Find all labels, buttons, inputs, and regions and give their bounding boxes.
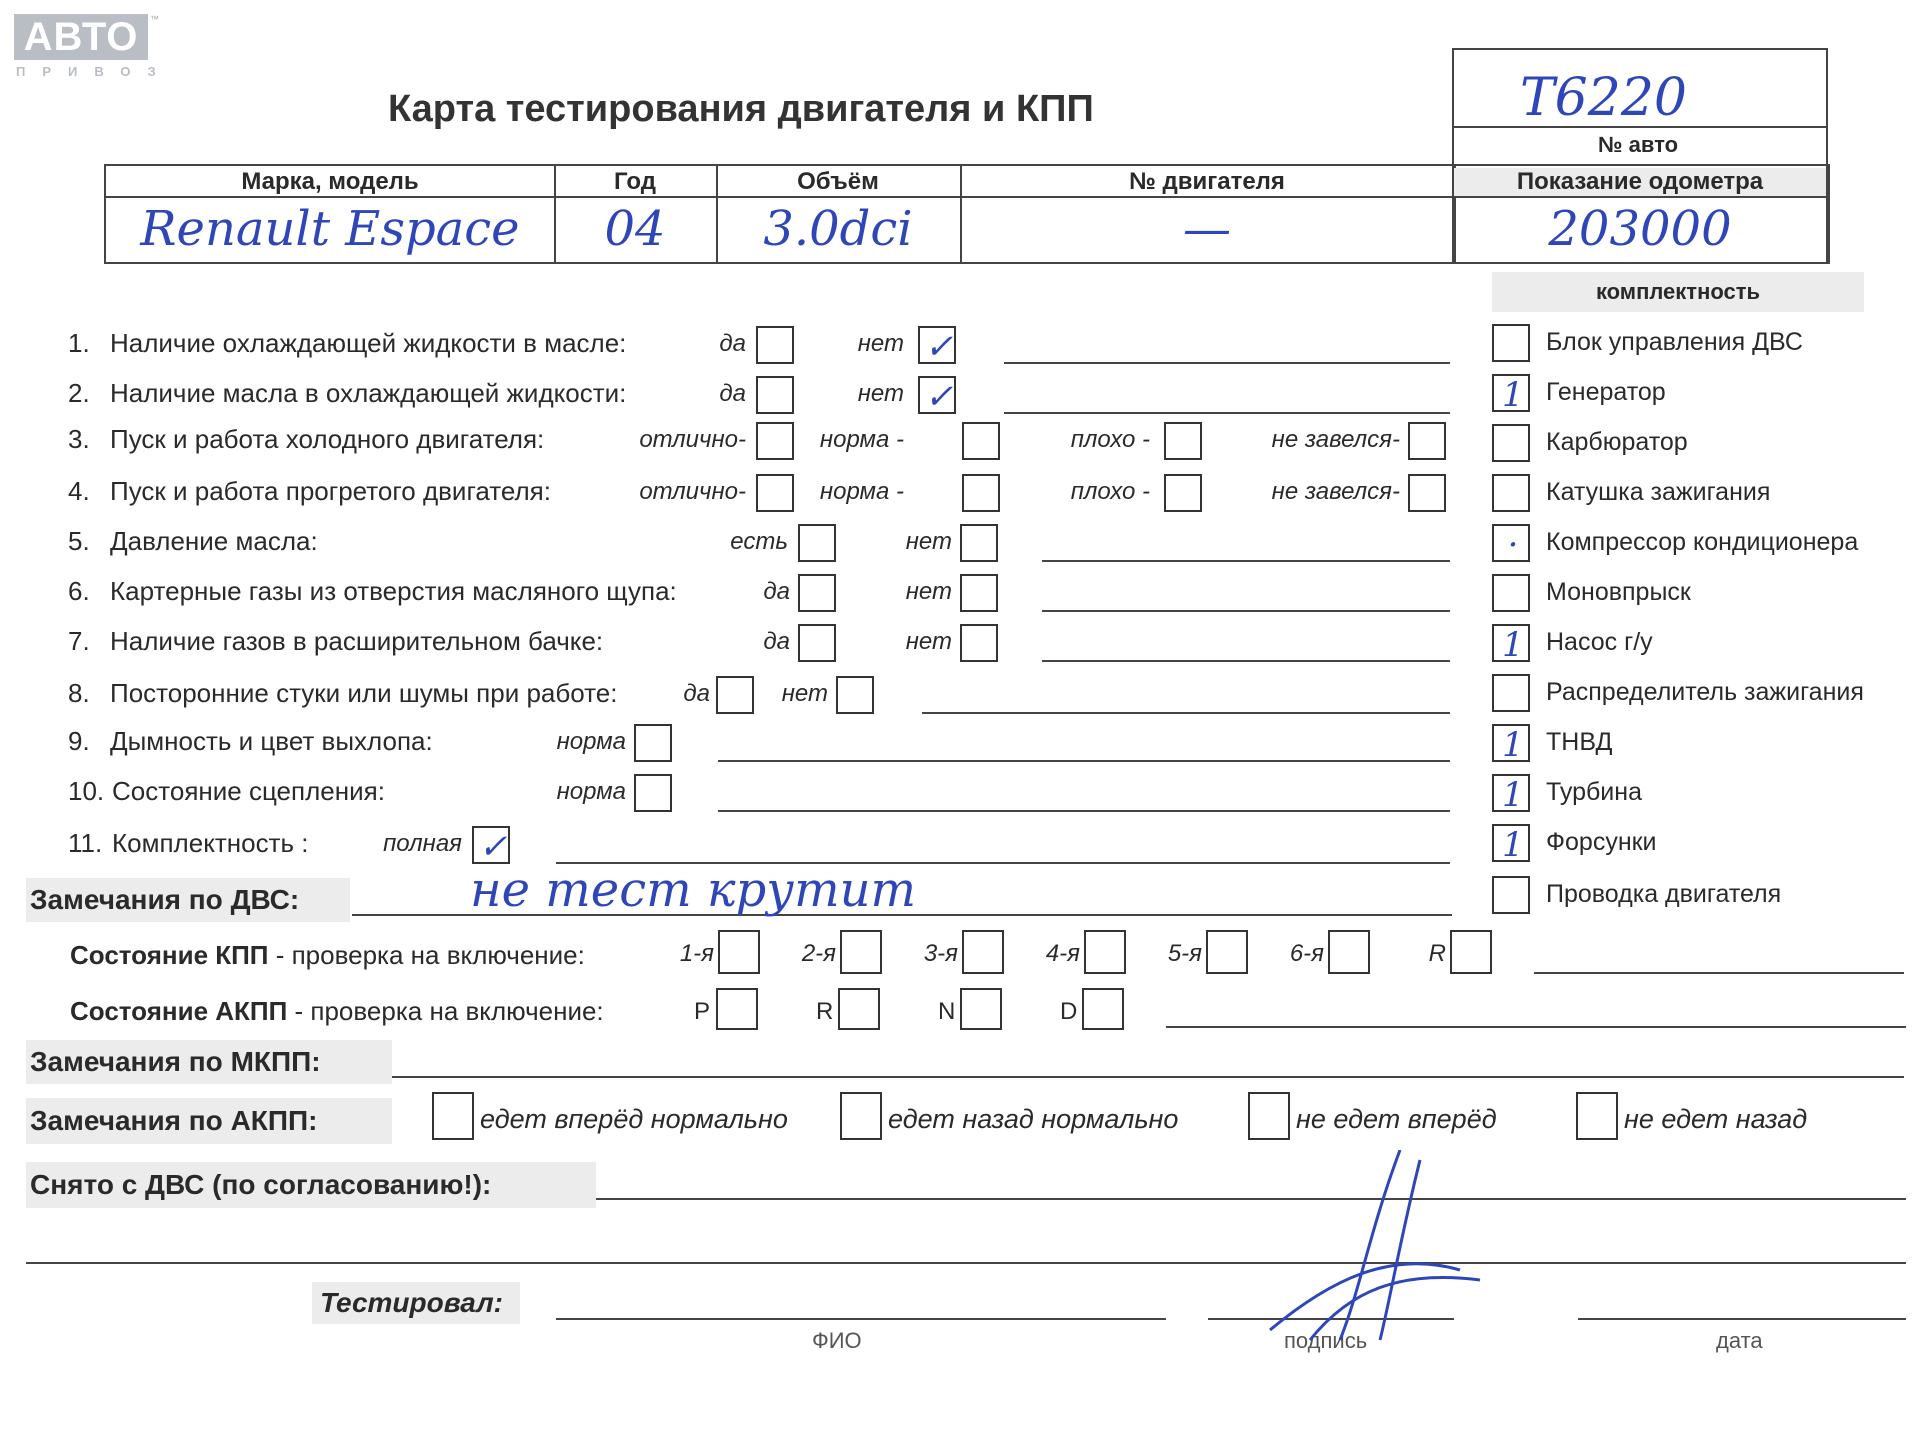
kompl-checkbox[interactable] (1492, 774, 1530, 815)
kompl-mark: · (1507, 525, 1519, 565)
question-number: 11. (68, 828, 103, 858)
fio-caption: ФИО (812, 1328, 862, 1353)
kompl-checkbox[interactable] (1492, 824, 1530, 865)
akpp-mode-checkbox[interactable] (838, 988, 880, 1030)
akpp-remark-checkbox[interactable] (432, 1092, 474, 1140)
kompl-checkbox[interactable] (1492, 724, 1530, 765)
header-odometer: Показание одометра (1454, 168, 1826, 196)
option-label: нет (905, 628, 952, 655)
question-text: Пуск и работа холодного двигателя: (110, 424, 545, 454)
logo-main: АВТО (14, 14, 148, 60)
dvs-remarks-value: не тест крутит (470, 862, 917, 918)
option-label: нет (905, 528, 952, 555)
akpp-mode-checkbox[interactable] (716, 988, 758, 1030)
answer-line (1004, 412, 1450, 414)
question-text: Давление масла: (110, 526, 318, 556)
option-checkbox[interactable] (960, 524, 998, 562)
option-label: нет (857, 330, 904, 357)
akpp-remark-label: едет назад нормально (888, 1104, 1179, 1134)
question-text: Состояние сцепления: (112, 776, 385, 806)
question-number: 7. (68, 626, 90, 656)
auto-number-value: T6220 (1520, 68, 1688, 128)
option-checkbox[interactable] (472, 826, 510, 867)
option-label: не завелся- (1271, 478, 1400, 505)
kompl-checkbox[interactable] (1492, 524, 1530, 565)
option-checkbox[interactable] (1408, 422, 1446, 460)
logo-tm: ™ (150, 14, 159, 24)
option-label: норма - (819, 426, 904, 453)
option-checkbox[interactable] (1164, 474, 1202, 512)
option-checkbox[interactable] (1164, 422, 1202, 460)
option-label: да (719, 330, 746, 357)
akpp-mode-label: P (694, 998, 711, 1025)
gear-checkbox[interactable] (962, 930, 1004, 974)
question-text: Дымность и цвет выхлопа: (110, 726, 433, 756)
akpp-remark-checkbox[interactable] (1248, 1092, 1290, 1140)
question-number: 9. (68, 726, 90, 756)
question-number: 3. (68, 424, 90, 454)
akpp-remark-label: едет вперёд нормально (480, 1104, 788, 1134)
option-label: норма (556, 728, 626, 755)
question-text: Комплектность : (112, 828, 309, 858)
question-text: Наличие масла в охлаждающей жидкости: (110, 378, 627, 408)
question-number: 5. (68, 526, 90, 556)
option-checkbox[interactable] (836, 676, 874, 714)
value-volume: 3.0dci (763, 201, 913, 257)
option-label: отлично- (639, 426, 746, 453)
akpp-label: Состояние АКПП - проверка на включение: (70, 996, 604, 1026)
header-year: Год (614, 168, 656, 195)
gear-checkbox[interactable] (1450, 930, 1492, 974)
akpp-remark-checkbox[interactable] (840, 1092, 882, 1140)
kompl-mark: 1 (1502, 775, 1524, 815)
option-checkbox[interactable] (1408, 474, 1446, 512)
header-volume: Объём (797, 168, 879, 195)
removed-label: Снято с ДВС (по согласованию!): (26, 1162, 596, 1208)
removed-line-2 (26, 1262, 1906, 1264)
signature-mark (1250, 1150, 1510, 1350)
date-caption: дата (1716, 1328, 1763, 1353)
signature-caption: подпись (1284, 1328, 1368, 1353)
akpp-line (1166, 1026, 1906, 1028)
gear-checkbox[interactable] (1328, 930, 1370, 974)
kompl-title: комплектность (1492, 272, 1864, 312)
option-label: плохо - (1070, 478, 1150, 505)
question-text: Наличие охлаждающей жидкости в масле: (110, 328, 627, 358)
kompl-mark: 1 (1502, 625, 1524, 665)
option-label: нет (857, 380, 904, 407)
logo (14, 14, 173, 79)
question-number: 4. (68, 476, 90, 506)
option-label: да (719, 380, 746, 407)
dvs-remarks-label: Замечания по ДВС: (26, 878, 350, 922)
fio-line (556, 1318, 1166, 1320)
question-number: 2. (68, 378, 90, 408)
kpp-label: Состояние КПП - проверка на включение: (70, 940, 585, 970)
option-label: да (763, 628, 790, 655)
kompl-checkbox[interactable] (1492, 324, 1530, 362)
question-text: Наличие газов в расширительном бачке: (110, 626, 604, 656)
akpp-mode-label: D (1060, 998, 1078, 1025)
date-line (1578, 1318, 1906, 1320)
gear-checkbox[interactable] (1206, 930, 1248, 974)
akpp-mode-checkbox[interactable] (1082, 988, 1124, 1030)
question-number: 1. (68, 328, 90, 358)
akpp-remark-label: не едет назад (1624, 1104, 1808, 1134)
kompl-label: Форсунки (1546, 828, 1657, 856)
page-title: Карта тестирования двигателя и КПП (388, 88, 1094, 130)
kompl-checkbox[interactable] (1492, 474, 1530, 512)
akpp-remark-label: не едет вперёд (1296, 1104, 1497, 1134)
answer-line (1004, 362, 1450, 364)
gear-checkbox[interactable] (718, 930, 760, 974)
kompl-mark: 1 (1502, 375, 1524, 415)
header-brand: Марка, модель (241, 168, 419, 195)
question-text: Пуск и работа прогретого двигателя: (110, 476, 551, 506)
gear-label: 6-я (1289, 940, 1324, 967)
gear-label: R (1428, 940, 1446, 967)
answer-line (1042, 560, 1450, 562)
kompl-mark: 1 (1502, 825, 1524, 865)
option-checkbox[interactable] (634, 774, 672, 812)
kompl-checkbox[interactable] (1492, 674, 1530, 712)
logo-sub: ПРИВОЗ (16, 64, 173, 79)
value-odometer: 203000 (1548, 201, 1732, 257)
option-checkbox[interactable] (918, 326, 956, 367)
akpp-mode-label: N (938, 998, 956, 1025)
option-checkbox[interactable] (918, 376, 956, 417)
option-label: норма (556, 778, 626, 805)
value-brand: Renault Espace (140, 201, 520, 257)
option-label: плохо - (1070, 426, 1150, 453)
akpp-remark-checkbox[interactable] (1576, 1092, 1618, 1140)
kompl-label: Турбина (1546, 778, 1642, 806)
kompl-label: Карбюратор (1546, 428, 1688, 456)
mkpp-remarks-label: Замечания по МКПП: (26, 1040, 392, 1084)
gear-label: 4-я (1045, 940, 1080, 967)
gear-label: 1-я (679, 940, 714, 967)
kompl-label: Катушка зажигания (1546, 478, 1771, 506)
option-checkbox[interactable] (634, 724, 672, 762)
kompl-checkbox[interactable] (1492, 374, 1530, 415)
kompl-checkbox[interactable] (1492, 424, 1530, 462)
check-mark: ✓ (924, 327, 954, 367)
question-number: 8. (68, 678, 90, 708)
value-year: 04 (604, 201, 666, 257)
kompl-checkbox[interactable] (1492, 574, 1530, 612)
kompl-label: Проводка двигателя (1546, 880, 1782, 908)
kompl-label: ТНВД (1546, 728, 1613, 756)
akpp-mode-label: R (816, 998, 834, 1025)
mkpp-remarks-line (392, 1076, 1904, 1078)
option-label: полная (383, 830, 462, 857)
tested-label: Тестировал: (312, 1282, 520, 1324)
option-label: да (763, 578, 790, 605)
check-mark: ✓ (478, 827, 508, 867)
kompl-checkbox[interactable] (1492, 624, 1530, 665)
kompl-label: Компрессор кондиционера (1546, 528, 1859, 556)
check-mark: ✓ (924, 377, 954, 417)
option-label: да (683, 680, 710, 707)
auto-number-label: № авто (1597, 132, 1679, 157)
option-label: не завелся- (1271, 426, 1400, 453)
header-engine-no: № двигателя (1129, 168, 1285, 195)
gear-label: 5-я (1167, 940, 1202, 967)
kompl-mark: 1 (1502, 725, 1524, 765)
question-number: 10. (68, 776, 105, 806)
gear-label: 3-я (923, 940, 958, 967)
akpp-remarks-label: Замечания по АКПП: (26, 1098, 392, 1144)
akpp-mode-checkbox[interactable] (960, 988, 1002, 1030)
option-label: норма - (819, 478, 904, 505)
kompl-label: Блок управления ДВС (1546, 328, 1803, 356)
gear-label: 2-я (801, 940, 836, 967)
kompl-label: Моновпрыск (1546, 578, 1691, 606)
kpp-line (1534, 972, 1904, 974)
option-checkbox[interactable] (960, 624, 998, 662)
gear-checkbox[interactable] (840, 930, 882, 974)
vehicle-table (104, 164, 1830, 264)
answer-line (718, 760, 1450, 762)
kompl-label: Генератор (1546, 378, 1666, 406)
question-number: 6. (68, 576, 90, 606)
kompl-label: Насос г/у (1546, 628, 1653, 656)
answer-line (922, 712, 1450, 714)
option-label: нет (905, 578, 952, 605)
value-engine-no: — (1183, 201, 1231, 257)
kompl-checkbox[interactable] (1492, 876, 1530, 914)
answer-line (1042, 610, 1450, 612)
option-label: есть (730, 528, 788, 555)
option-checkbox[interactable] (960, 574, 998, 612)
kompl-label: Распределитель зажигания (1546, 678, 1864, 706)
question-text: Картерные газы из отверстия масляного щупа: (110, 576, 677, 606)
option-label: нет (781, 680, 828, 707)
gear-checkbox[interactable] (1084, 930, 1126, 974)
answer-line (718, 810, 1450, 812)
option-label: отлично- (639, 478, 746, 505)
answer-line (1042, 660, 1450, 662)
question-text: Посторонние стуки или шумы при работе: (110, 678, 618, 708)
